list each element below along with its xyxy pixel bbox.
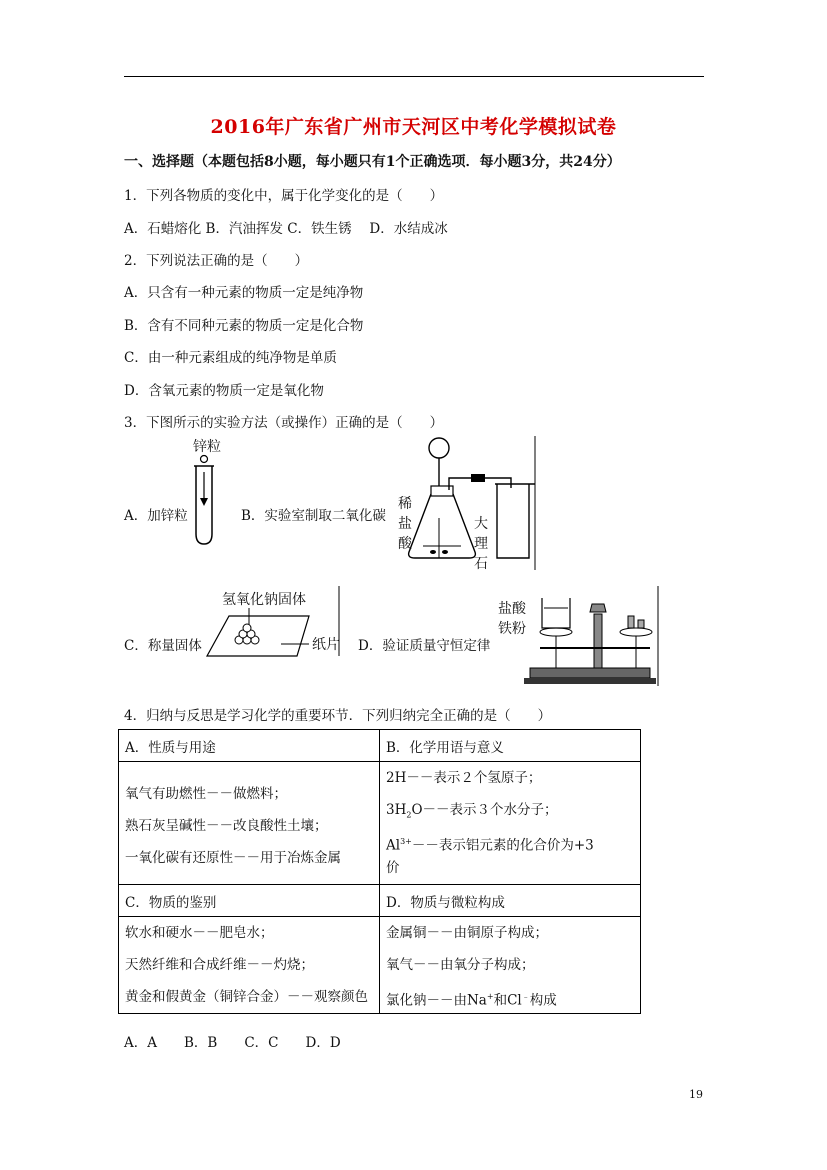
fig-b-left-char: 稀 xyxy=(398,496,412,512)
cell-c-body xyxy=(119,917,380,1014)
formula-part: Al xyxy=(386,837,401,854)
list-item: 熟石灰呈碱性－－改良酸性土壤； xyxy=(125,818,328,834)
cell-d-head: D．物质与微粒构成 xyxy=(380,885,641,917)
cell-b-body xyxy=(380,762,641,885)
superscript: ﹣ xyxy=(521,992,530,1001)
fig-b-left-char: 盐 xyxy=(398,516,412,532)
q1-stem: 1．下列各物质的变化中，属于化学变化的是（ ） xyxy=(124,188,444,204)
list-item: 天然纤维和合成纤维－－灼烧； xyxy=(125,957,314,973)
list-item: 金属铜－－由铜原子构成； xyxy=(386,925,548,941)
list-item: 黄金和假黄金（铜锌合金）－－观察颜色 xyxy=(125,989,368,1005)
formula-part: 3H xyxy=(386,802,407,818)
q2-option-d: D．含氧元素的物质一定是氧化物 xyxy=(124,383,324,399)
fig-b-left-char: 酸 xyxy=(398,536,412,552)
co2-apparatus-figure xyxy=(395,434,537,572)
list-item xyxy=(386,794,634,826)
cell-a-body xyxy=(119,762,380,885)
cell-d-body xyxy=(380,917,641,1014)
fig-b-right-char: 石 xyxy=(474,556,488,572)
q3-option-b: B．实验室制取二氧化碳 xyxy=(241,508,386,524)
formula-part: 构成 xyxy=(529,992,557,1009)
section-heading: 一、选择题（本题包括8小题，每小题只有1个正确选项．每小题3分，共24分） xyxy=(124,154,621,170)
fig-b-right-char: 理 xyxy=(474,536,488,552)
q4-options: A．A B．B C．C D．D xyxy=(124,1035,341,1051)
test-tube-figure xyxy=(186,454,226,548)
fig-b-left-label xyxy=(398,494,412,554)
q4-stem: 4．归纳与反思是学习化学的重要环节．下列归纳完全正确的是（ ） xyxy=(124,708,552,724)
list-item: 氧气有助燃性－－做燃料； xyxy=(125,786,287,802)
list-item xyxy=(386,981,634,1013)
formula-part: －－表示铝元素的化合价为+3 xyxy=(411,837,594,854)
page-number: 19 xyxy=(689,1088,703,1101)
q3-option-a: A．加锌粒 xyxy=(124,508,188,524)
q4-table xyxy=(118,729,641,1014)
cell-b-head: B．化学用语与意义 xyxy=(380,730,641,762)
fig-a-label: 锌粒 xyxy=(193,439,221,455)
list-item: 2H－－表示２个氢原子； xyxy=(386,770,542,786)
formula-part: 氯化钠－－由Na xyxy=(386,992,487,1009)
subscript: 2 xyxy=(406,810,412,820)
fig-b-right-char: 大 xyxy=(474,516,488,532)
fig-b-right-label xyxy=(474,514,488,574)
list-item xyxy=(386,826,634,858)
formula-part: O－－表示３个水分子； xyxy=(411,802,558,818)
balance-figure xyxy=(520,586,660,688)
list-item: 一氧化碳有还原性－－用于冶炼金属 xyxy=(125,850,341,866)
fig-c-top-label: 氢氧化钠固体 xyxy=(222,592,306,608)
fig-c-right-label: 纸片 xyxy=(312,637,340,653)
superscript: 3+ xyxy=(400,837,412,846)
header-rule xyxy=(124,76,704,77)
cell-a-head: A．性质与用途 xyxy=(119,730,380,762)
formula-part: 和Cl xyxy=(493,992,522,1009)
fig-d-mid-label: 铁粉 xyxy=(498,621,526,637)
list-item: 软水和硬水－－肥皂水； xyxy=(125,925,274,941)
q2-option-b: B．含有不同种元素的物质一定是化合物 xyxy=(124,318,364,334)
cell-c-head: C．物质的鉴别 xyxy=(119,885,380,917)
list-item: 氧气－－由氧分子构成； xyxy=(386,957,535,973)
q2-stem: 2．下列说法正确的是（ ） xyxy=(124,253,309,269)
list-item: 价 xyxy=(386,860,400,876)
q2-option-c: C．由一种元素组成的纯净物是单质 xyxy=(124,350,337,366)
q3-stem: 3．下图所示的实验方法（或操作）正确的是（ ） xyxy=(124,415,444,431)
fig-d-top-label: 盐酸 xyxy=(498,601,526,617)
q2-option-a: A．只含有一种元素的物质一定是纯净物 xyxy=(124,285,364,301)
page-title: 2016年广东省广州市天河区中考化学模拟试卷 xyxy=(210,116,617,138)
q3-option-d: D．验证质量守恒定律 xyxy=(358,638,491,654)
superscript: + xyxy=(486,992,494,1001)
q3-option-c: C．称量固体 xyxy=(124,638,202,654)
q1-options: A．石蜡熔化 B．汽油挥发 C．铁生锈 D．水结成冰 xyxy=(124,221,448,237)
